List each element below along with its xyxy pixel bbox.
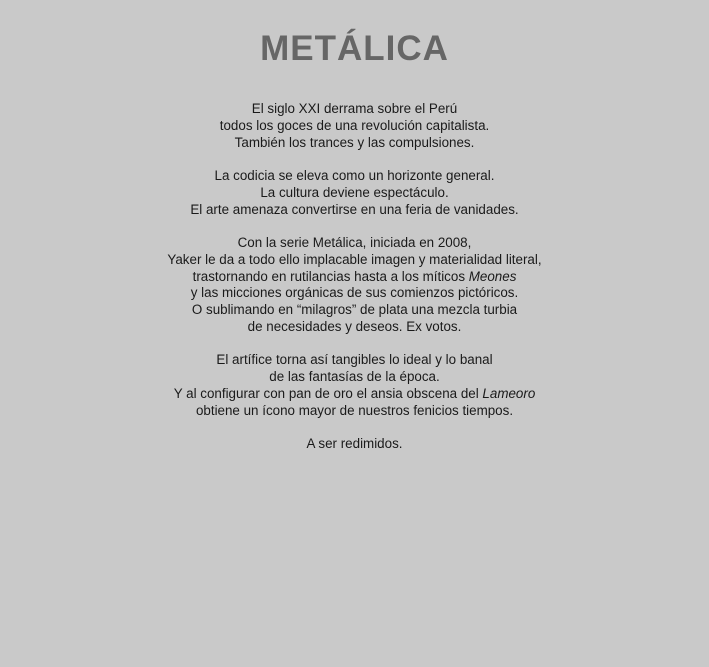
poem-line: obtiene un ícono mayor de nuestros fenicios tiempos. [195, 402, 514, 418]
poem-line: El siglo XXI derrama sobre el Perú [251, 101, 458, 116]
stanza [0, 235, 709, 336]
poem-line [0, 269, 709, 286]
poem-line: de necesidades y deseos. Ex votos. [247, 318, 462, 334]
poem-line: O sublimando en “milagros” de plata una mezcla turbia [191, 302, 518, 318]
stanza [0, 436, 709, 453]
poem-line: La codicia se eleva como un horizonte general. [214, 167, 495, 183]
poem-line: Con la serie Metálica, iniciada en 2008, [237, 234, 472, 250]
poem-body [0, 101, 709, 470]
stanza [0, 168, 709, 218]
stanza [0, 352, 709, 419]
poem-line-text: trastornando en rutilancias hasta a los míticos [192, 268, 469, 284]
poem-line: y las micciones orgánicas de sus comienzos pictóricos. [190, 285, 519, 301]
poem-line: de las fantasías de la época. [269, 369, 440, 385]
italic-title: Lameoro [482, 385, 536, 401]
poem-line: También los trances y las compulsiones. [234, 134, 475, 150]
stanza [0, 101, 709, 151]
poem-line: A ser redimidos. [306, 436, 403, 452]
poem-line: El artífice torna así tangibles lo ideal y lo banal [216, 352, 493, 368]
poem-line: El arte amenaza convertirse en una feria de vanidades. [190, 201, 519, 217]
poem-line [0, 386, 709, 403]
page-title: METÁLICA [260, 29, 449, 68]
poem-line: todos los goces de una revolución capitalista. [219, 117, 490, 133]
italic-title: Meones [468, 268, 517, 284]
poem-line: La cultura deviene espectáculo. [260, 184, 449, 200]
poem-line: Yaker le da a todo ello implacable imagen y materialidad literal, [167, 251, 542, 267]
poem-line-text: Y al configurar con pan de oro el ansia obscena del [173, 385, 483, 401]
